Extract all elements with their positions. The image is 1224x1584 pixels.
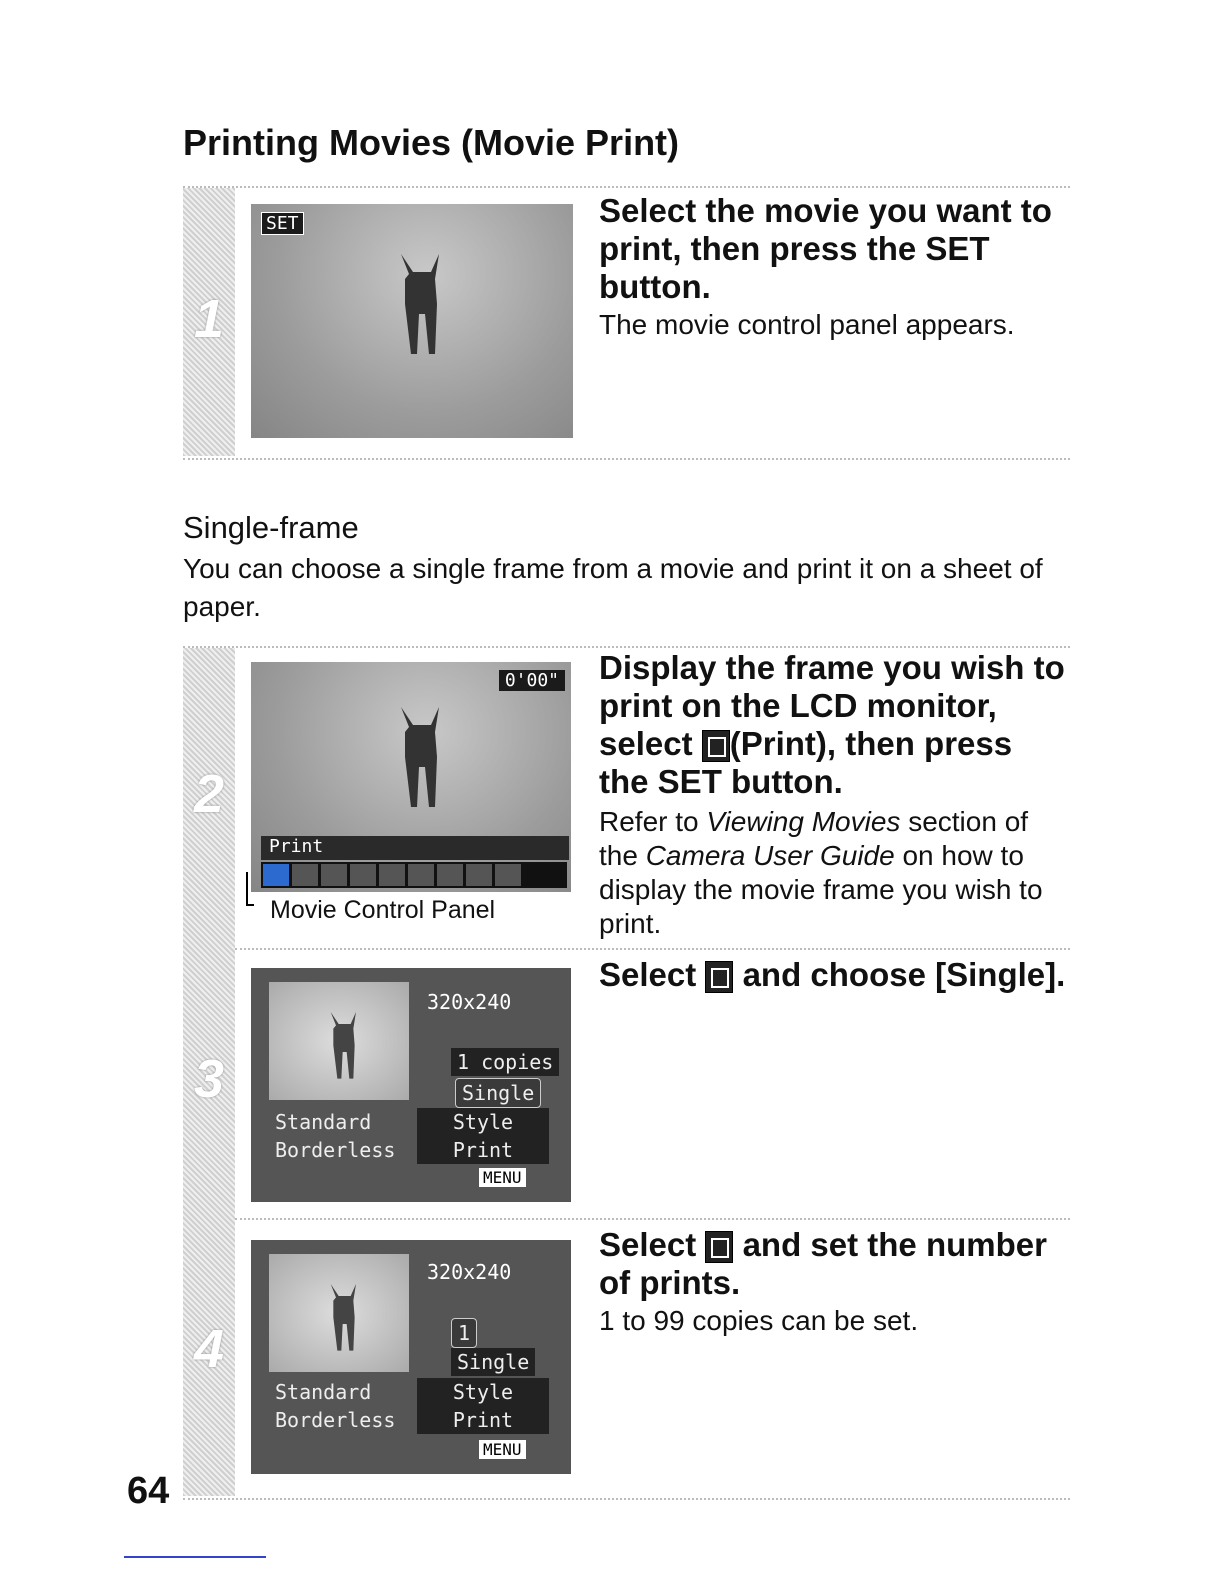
divider [235,1218,1070,1220]
steps-tab [183,648,235,1496]
set-label: SET [261,212,304,235]
menu-button[interactable]: MENU [479,1168,526,1187]
style-button[interactable]: Style [417,1378,549,1406]
print-button[interactable]: Print [417,1406,549,1434]
layout-icon [705,961,733,993]
step-number: 2 [193,764,225,824]
print-icon [702,730,730,762]
body-part: on how to display the movie frame you wish to print. [599,840,1043,939]
step-2-screen [251,662,571,892]
print-label: Print [261,836,569,860]
layout-value: Single [451,1348,535,1376]
footer-line [124,1556,266,1558]
previous-frame-icon[interactable] [408,864,434,886]
last-frame-icon[interactable] [466,864,492,886]
back-icon[interactable] [263,864,289,886]
heading-part: Display the frame you wish to print on the LCD monitor, select [599,649,1065,762]
heading-part: and choose [Single]. [733,956,1066,993]
thumbnail [269,1254,409,1372]
dog-image [324,1002,364,1082]
copies-value[interactable]: 1 copies [451,1048,559,1076]
thumbnail [269,982,409,1100]
step-number: 4 [193,1319,225,1379]
dog-image [391,697,451,807]
size-value: 320x240 [427,1260,512,1284]
step-number: 3 [193,1049,225,1109]
copies-selector[interactable]: 1 [451,1318,477,1348]
time-display: 0'00" [499,670,565,691]
section-description: You can choose a single frame from a movie and print it on a sheet of paper. [183,553,1043,622]
step-2-text [599,649,1069,941]
heading-part: and set the number of prints. [599,1226,1047,1301]
heading-part: Select [599,956,706,993]
step-1-body: The movie control panel appears. [599,309,1015,340]
dog-image [324,1274,364,1354]
next-frame-icon[interactable] [437,864,463,886]
body-part: Refer to [599,806,707,837]
size-value: 320x240 [427,990,512,1014]
layout-selector[interactable]: Single [455,1078,541,1108]
callout-line [246,872,254,906]
heading-part: Select [599,1226,706,1263]
copies-icon [705,1231,733,1263]
step-3-text [599,956,1069,994]
section-title: Single-frame [183,510,359,545]
step-2-heading [599,649,1069,801]
page-title: Printing Movies (Movie Print) [183,122,680,163]
body-italic: Viewing Movies [706,806,901,837]
step-1-heading: Select the movie you want to print, then press the SET button. [599,192,1052,305]
step-4-text [599,1226,1069,1338]
print-icon[interactable] [292,864,318,886]
heading-part: (Print), then press the SET button. [599,725,1013,800]
print-button[interactable]: Print [417,1136,549,1164]
step-4-body: 1 to 99 copies can be set. [599,1305,919,1336]
paper-standard: Standard [275,1110,372,1134]
movie-control-panel [261,862,567,888]
step-4-heading [599,1226,1069,1302]
step-3-screen [251,968,571,1202]
slow-play-icon[interactable] [350,864,376,886]
callout-label: Movie Control Panel [270,896,496,924]
dog-image [391,244,451,354]
step-1-text [599,192,1069,342]
paper-borderless: Borderless [275,1138,396,1162]
step-3-heading [599,956,1069,994]
body-italic: Camera User Guide [645,840,895,871]
style-button[interactable]: Style [417,1108,549,1136]
body-part: section of the [599,806,1029,871]
first-frame-icon[interactable] [379,864,405,886]
step-number: 1 [193,289,225,349]
step-1-screen [251,204,573,438]
page-number: 64 [127,1470,170,1512]
paper-standard: Standard [275,1380,372,1404]
menu-button[interactable]: MENU [479,1440,526,1459]
divider [235,948,1070,950]
step-2-body [599,805,1069,941]
step-1-tab [183,188,235,456]
edit-icon[interactable] [495,864,521,886]
step-4-screen [251,1240,571,1474]
play-icon[interactable] [321,864,347,886]
paper-borderless: Borderless [275,1408,396,1432]
